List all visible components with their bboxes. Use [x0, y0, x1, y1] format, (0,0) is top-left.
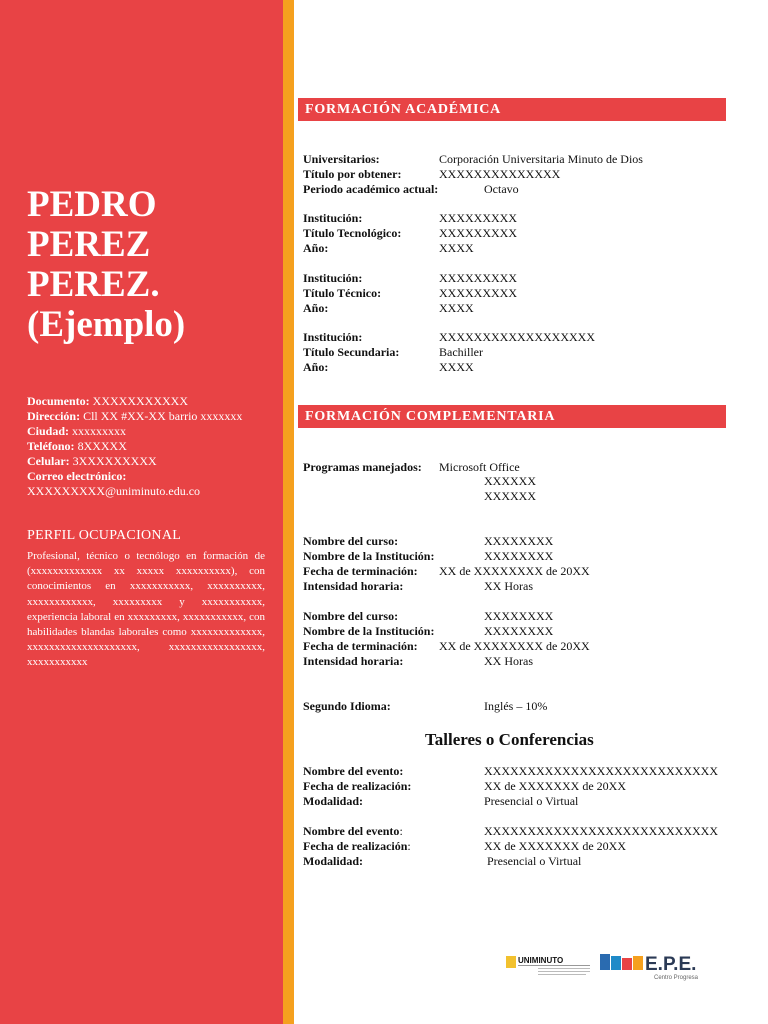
name-line-1: PEDRO [27, 184, 157, 225]
documento-value: XXXXXXXXXXX [89, 394, 188, 408]
correo-label: Correo electrónico: [27, 469, 127, 483]
curso1-nombre-label: Nombre del curso: [303, 534, 399, 548]
contact-info [27, 394, 242, 499]
tec-institucion-label: Institución: [303, 211, 363, 225]
tec-ano-value: XXXX [439, 241, 474, 255]
programas-row [303, 460, 422, 475]
section-formacion-academica: FORMACIÓN ACADÉMICA [298, 98, 726, 121]
curso1-nombre-value: XXXXXXXX [484, 534, 554, 548]
curso1-nombre-row [303, 534, 398, 549]
evento2-fecha-label: Fecha de realización [303, 839, 408, 853]
sec-titulo-value: Bachiller [439, 345, 483, 359]
logos [504, 948, 724, 982]
titulo-obtener-label: Título por obtener: [303, 167, 402, 181]
programas-label: Programas manejados: [303, 460, 422, 474]
evento1-modalidad-label: Modalidad: [303, 794, 364, 808]
telefono-value: 8XXXXX [74, 439, 127, 453]
tec-institucion-row [303, 211, 362, 226]
evento2-fecha-row [303, 839, 411, 854]
titulo-obtener-row [303, 167, 401, 182]
evento1-fecha-row [303, 779, 411, 794]
ciudad-row [27, 424, 242, 439]
sidebar [0, 0, 283, 1024]
correo-value[interactable]: XXXXXXXXX@uniminuto.edu.co [27, 484, 201, 498]
curso2-intensidad-value: XX Horas [484, 654, 533, 668]
tecnico-institucion-label: Institución: [303, 271, 363, 285]
uniminuto-logo [506, 956, 590, 975]
curso2-nombre-label: Nombre del curso: [303, 609, 399, 623]
tecnico-ano-row [303, 301, 328, 316]
direccion-label: Dirección: [27, 409, 81, 423]
evento2-nombre-value: XXXXXXXXXXXXXXXXXXXXXXXXXXX [484, 824, 718, 838]
curso2-fecha-value: XX de XXXXXXXX de 20XX [439, 639, 590, 653]
curso1-fecha-value: XX de XXXXXXXX de 20XX [439, 564, 590, 578]
curso1-intensidad-row [303, 579, 403, 594]
tecnico-titulo-value: XXXXXXXXX [439, 286, 517, 300]
telefono-row [27, 439, 242, 454]
tecnico-ano-label: Año: [303, 301, 329, 315]
curso1-fecha-label: Fecha de terminación: [303, 564, 418, 578]
programa-item-2: XXXXXX [484, 474, 536, 488]
curso2-institucion-row [303, 624, 434, 639]
evento1-nombre-label: Nombre del evento: [303, 764, 404, 778]
curso2-nombre-row [303, 609, 398, 624]
curso1-institucion-value: XXXXXXXX [484, 549, 554, 563]
sec-institucion-label: Institución: [303, 330, 363, 344]
programa-item-1: Microsoft Office [439, 460, 520, 474]
tec-ano-label: Año: [303, 241, 329, 255]
evento2-modalidad-label: Modalidad: [303, 854, 364, 868]
name-line-2: PEREZ [27, 224, 151, 265]
tecnico-titulo-row [303, 286, 381, 301]
epe-logo [600, 954, 699, 981]
evento2-nombre-label: Nombre del evento [303, 824, 400, 838]
direccion-value: Cll XX #XX-XX barrio xxxxxxx [80, 409, 243, 423]
sec-ano-label: Año: [303, 360, 329, 374]
curso2-fecha-label: Fecha de terminación: [303, 639, 418, 653]
candidate-name [27, 185, 185, 345]
universitarios-label: Universitarios: [303, 152, 380, 166]
tecnico-institucion-value: XXXXXXXXX [439, 271, 517, 285]
epe-subtext: Centro Progresa [654, 975, 699, 981]
idioma-row [303, 699, 391, 714]
sec-ano-row [303, 360, 328, 375]
telefono-label: Teléfono: [27, 439, 75, 453]
curso2-intensidad-label: Intensidad horaria: [303, 654, 404, 668]
evento1-fecha-value: XX de XXXXXXX de 20XX [484, 779, 626, 793]
sec-ano-value: XXXX [439, 360, 474, 374]
evento1-fecha-label: Fecha de realización: [303, 779, 412, 793]
tecnico-institucion-row [303, 271, 362, 286]
talleres-title: Talleres o Conferencias [425, 730, 594, 749]
curso2-institucion-value: XXXXXXXX [484, 624, 554, 638]
celular-row [27, 454, 242, 469]
evento2-modalidad-value: Presencial o Virtual [487, 854, 582, 868]
evento2-nombre-colon: : [399, 824, 403, 838]
tecnico-titulo-label: Título Técnico: [303, 286, 382, 300]
sec-titulo-label: Título Secundaria: [303, 345, 400, 359]
periodo-label: Periodo académico actual: [303, 182, 439, 196]
tec-institucion-value: XXXXXXXXX [439, 211, 517, 225]
ciudad-label: Ciudad: [27, 424, 70, 438]
celular-value: 3XXXXXXXXX [69, 454, 157, 468]
curso1-fecha-row [303, 564, 418, 579]
universitarios-value: Corporación Universitaria Minuto de Dios [439, 152, 643, 166]
evento2-nombre-row [303, 824, 403, 839]
tec-ano-row [303, 241, 328, 256]
documento-row [27, 394, 242, 409]
evento1-modalidad-value: Presencial o Virtual [484, 794, 579, 808]
periodo-row [303, 182, 438, 197]
sec-institucion-row [303, 330, 362, 345]
curso1-intensidad-label: Intensidad horaria: [303, 579, 404, 593]
titulo-obtener-value: XXXXXXXXXXXXXX [439, 167, 561, 181]
orange-stripe [283, 0, 294, 1024]
epe-text: E.P.E. [645, 954, 697, 975]
documento-label: Documento: [27, 394, 90, 408]
curso1-intensidad-value: XX Horas [484, 579, 533, 593]
tecnico-ano-value: XXXX [439, 301, 474, 315]
sec-institucion-value: XXXXXXXXXXXXXXXXXX [439, 330, 595, 344]
universitarios-row [303, 152, 380, 167]
tec-titulo-value: XXXXXXXXX [439, 226, 517, 240]
evento1-nombre-value: XXXXXXXXXXXXXXXXXXXXXXXXXXX [484, 764, 718, 778]
section-formacion-complementaria: FORMACIÓN COMPLEMENTARIA [298, 405, 726, 428]
perfil-text: Profesional, técnico o tecnólogo en formación de (xxxxxxxxxxxxx xx xxxxx xxxxxxxxxx), con conocimientos en xxxxxxxxxxx, xxxxxxxxxx, xxxxxxxxxxxx, xxxxxxxxx y xxxxxxxxxxx, experiencia laboral en xxxxxxxxx, xxxxxxxxxxx, con habilidades blandas laborales como xxxxxxxxxxxxx, xxxxxxxxxxxxxxxxxxxx, xxxxxxxxxxxxxxxxx, xxxxxxxxxxx [27, 550, 265, 669]
idioma-label: Segundo Idioma: [303, 699, 391, 713]
curso1-institucion-label: Nombre de la Institución: [303, 549, 435, 563]
idioma-value: Inglés – 10% [484, 699, 548, 713]
curso2-fecha-row [303, 639, 418, 654]
evento2-fecha-colon: : [407, 839, 411, 853]
tec-titulo-row [303, 226, 401, 241]
evento1-modalidad-row [303, 794, 363, 809]
periodo-value: Octavo [484, 182, 519, 196]
name-line-4: (Ejemplo) [27, 304, 186, 345]
perfil-title: PERFIL OCUPACIONAL [27, 528, 182, 543]
correo-row [27, 469, 242, 484]
curso2-nombre-value: XXXXXXXX [484, 609, 554, 623]
ciudad-value: xxxxxxxxx [69, 424, 127, 438]
uniminuto-text: UNIMINUTO [518, 956, 564, 965]
sec-titulo-row [303, 345, 399, 360]
celular-label: Celular: [27, 454, 70, 468]
curso2-intensidad-row [303, 654, 403, 669]
curso1-institucion-row [303, 549, 434, 564]
evento1-nombre-row [303, 764, 403, 779]
evento2-fecha-value: XX de XXXXXXX de 20XX [484, 839, 626, 853]
curso2-institucion-label: Nombre de la Institución: [303, 624, 435, 638]
name-line-3: PEREZ. [27, 264, 160, 305]
tec-titulo-label: Título Tecnológico: [303, 226, 402, 240]
evento2-modalidad-row [303, 854, 363, 869]
programa-item-3: XXXXXX [484, 489, 536, 503]
direccion-row [27, 409, 242, 424]
